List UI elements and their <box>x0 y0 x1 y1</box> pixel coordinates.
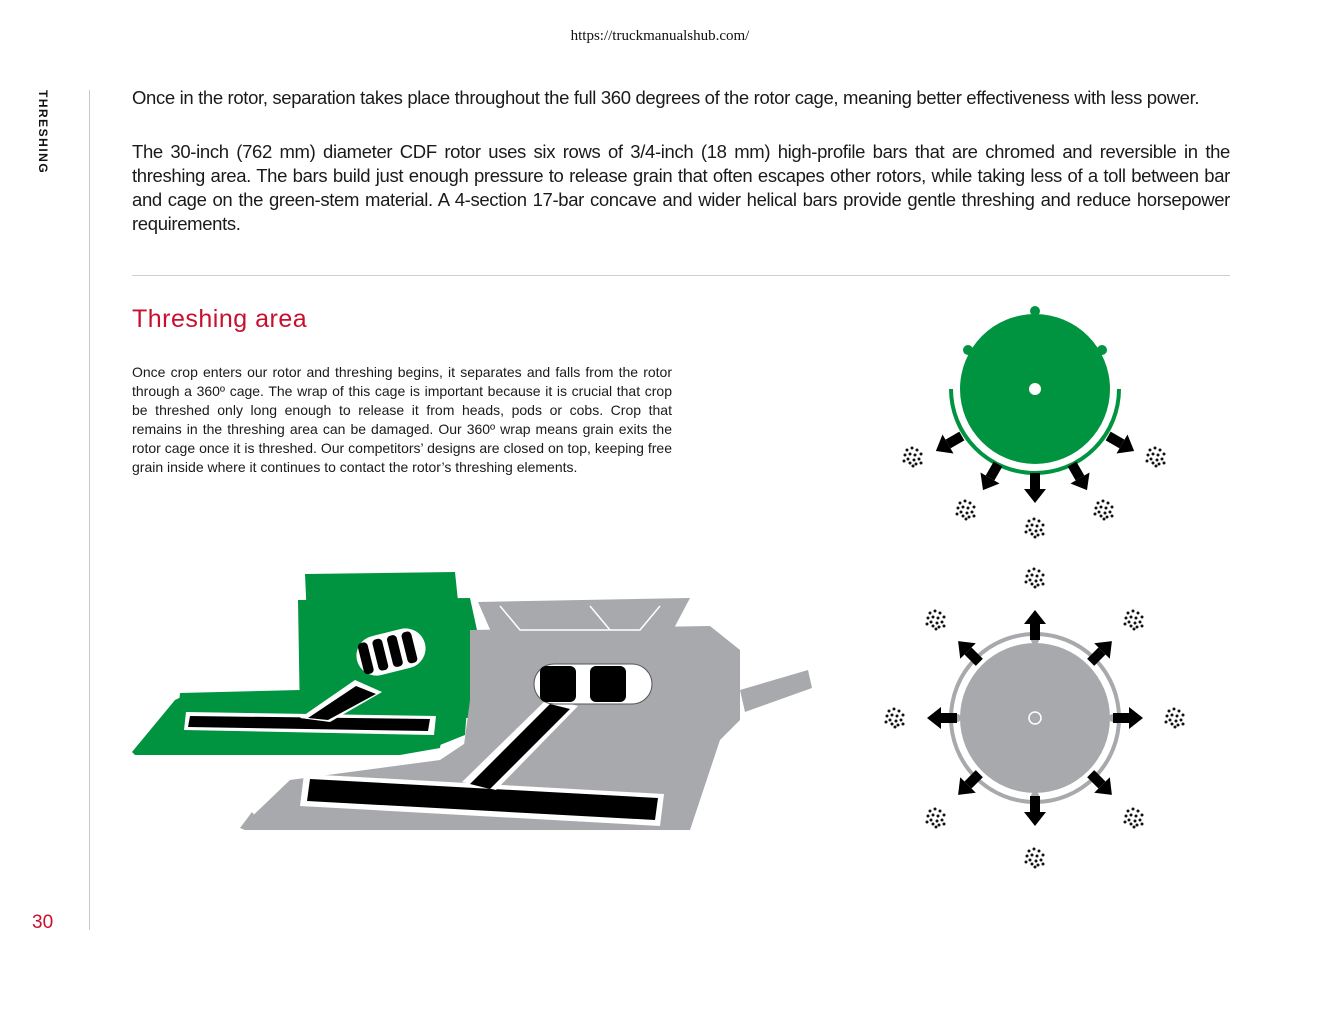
section-body: Once crop enters our rotor and threshing begins, it separates and falls from the rotor through a 360º cage. The wrap of this cage is important because it is crucial that crop be threshed only long enough to release it from heads, pods or cobs. Crop that remains in the threshing area can be damaged. Our 360º wrap means grain exits the rotor cage once it is threshed. Our competitors’ designs are closed on top, keeping free grain inside where it continues to contact the rotor’s threshing elements. <box>132 364 672 475</box>
combine-illustration <box>132 572 812 830</box>
intro-paragraph-2: The 30-inch (762 mm) diameter CDF rotor uses six rows of 3/4-inch (18 mm) high-profile bars that are chromed and reversible in the threshing area. The bars build just enough pressure to release grain that often escapes other rotors, while taking less of a toll between bar and cage on the green-stem material. A 4-section 17-bar concave and wider helical bars provide gentle threshing and reduce horsepower requirements. <box>132 141 1230 234</box>
partial-cage-rotor-diagram <box>903 306 1166 539</box>
full-360-cage-rotor-diagram <box>885 568 1185 869</box>
section-side-label: THRESHING <box>36 90 50 175</box>
gray-rotor-disc <box>960 643 1110 793</box>
page-number: 30 <box>32 912 54 933</box>
section-title: Threshing area <box>132 305 308 333</box>
intro-paragraph-1: Once in the rotor, separation takes place throughout the full 360 degrees of the rotor cage, meaning better effectiveness with less power. <box>132 87 1200 108</box>
gray-rotor <box>534 664 652 704</box>
source-url: https://truckmanualshub.com/ <box>570 28 750 44</box>
rotor-axle <box>1029 383 1041 395</box>
